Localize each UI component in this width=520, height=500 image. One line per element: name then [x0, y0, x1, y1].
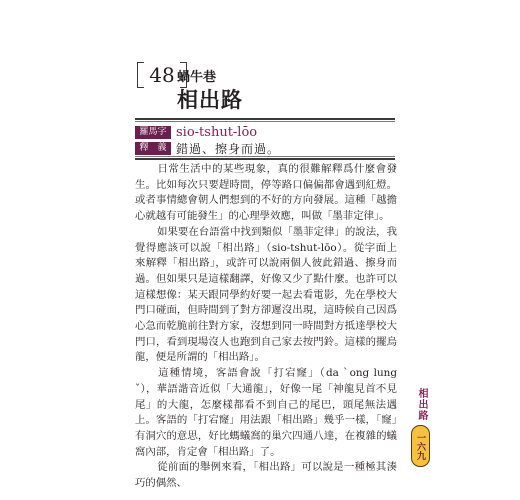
paragraph: 從前面的舉例來看，「相出路」可以說是一種極其湊巧的偶然、: [135, 461, 397, 490]
paragraph: 如果要在台語當中找到類似「墨菲定律」的說法，我覺得應該可以說「相出路」（sio-tshut-lōo）。從字面上來解釋「相出路」，或許可以說兩個人彼此錯過、擦身而過。但如果只是這樣翻譯，好像又少了點什麼。也許可以這樣想像：某天跟同學約好要一起去看電影，先在學校大門口碰面，但時間到了對方卻遲沒出現，這時候自己因爲心急而乾脆前往對方家，沒想到同一時間對方抵達學校大門口，看到現場沒人也跑到自己家去按門鈴。這樣的擺烏龍，便是所謂的「相出路」。: [135, 225, 397, 364]
series-name: 蝸牛巷: [177, 70, 217, 85]
paragraph: 日常生活中的某些現象，真的很難解釋爲什麼會發生。比如每次只要趕時間，停等路口偏偏都會遇到紅燈。或者事情總會朝人們想到的不好的方向發展。這種「越擔心就越有可能發生」的心理學效應，叫做「墨菲定律」。: [135, 163, 397, 223]
bottom-rule: [135, 158, 395, 160]
romanization-row: [135, 124, 257, 140]
running-title: 相出路: [416, 388, 427, 421]
definition-value: 錯過、擦身而過。: [176, 141, 281, 156]
side-tab: [411, 388, 429, 467]
page-number: 一六九: [415, 432, 425, 460]
definition-label: 釋 義: [135, 142, 171, 155]
romanization-label: 羅馬字: [135, 126, 171, 139]
top-rule: [135, 118, 395, 120]
paragraph: 這種情境，客語會說「打宕窿」（da ˋong lung ˇ），華語諧音近似「大通龍」，好像一尾「神龍見首不見尾」的大龍，怎麼樣都看不到自己的尾巴，頭尾無法遇上。客語的「打宕窿」用法跟「相出路」幾乎一樣，「窿」有洞穴的意思，好比螞蟻窩的巢穴四通八達，在複雜的蟻窩內部，肯定會「相出路」了。: [135, 367, 397, 458]
definition-row: [135, 140, 280, 156]
entry-number: 48: [149, 63, 175, 87]
romanization-value: sio-tshut-lōo: [176, 124, 258, 140]
page-number-badge: [411, 425, 430, 467]
top-rule-inner: [135, 121, 395, 122]
body-text: [135, 162, 397, 492]
entry-title: 相出路: [177, 87, 243, 112]
bottom-rule-inner: [135, 156, 395, 157]
